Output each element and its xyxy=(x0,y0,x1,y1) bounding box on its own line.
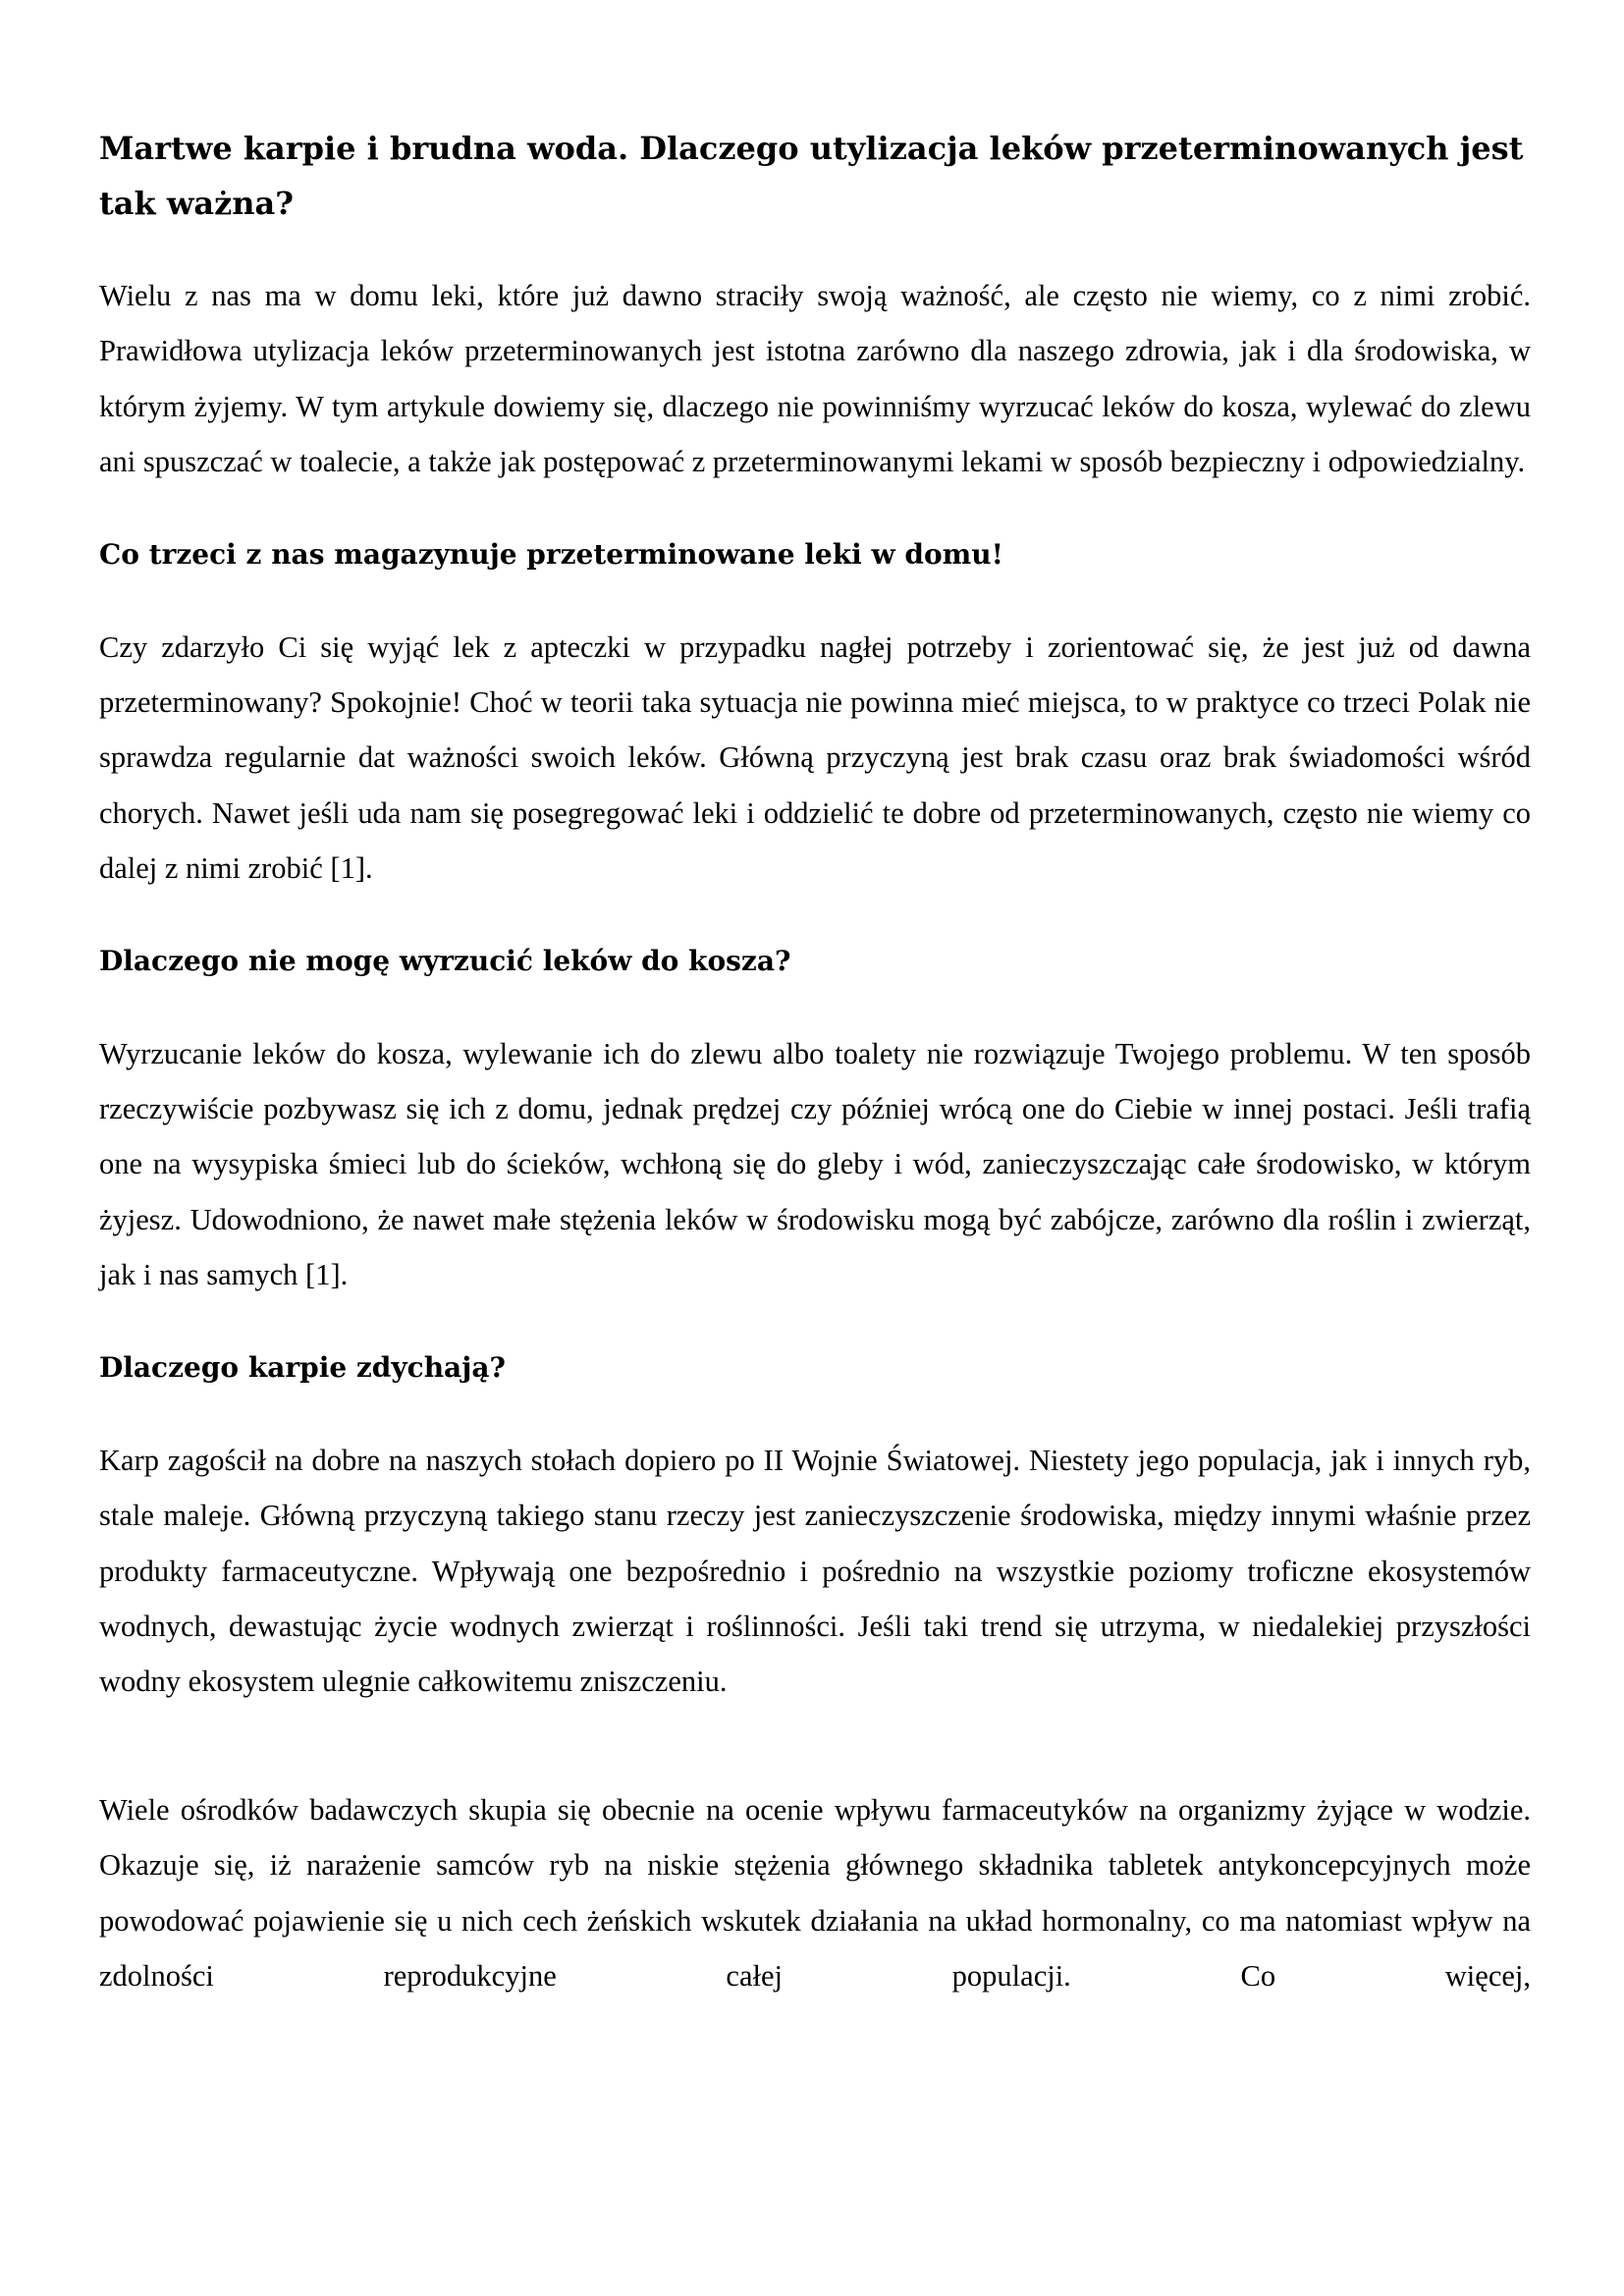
section-2-paragraph-1: Wyrzucanie leków do kosza, wylewanie ich do zlewu albo toalety nie rozwiązuje Twojego problemu. W ten sposób rzeczywiście pozbywasz się ich z domu, jednak prędzej czy później wrócą one do Ciebie w innej postaci. Jeśli trafią one na wysypiska śmieci lub do ścieków, wchłoną się do gleby i wód, zanieczyszczając całe środowisko, w którym żyjesz. Udowodniono, że nawet małe stężenia leków w środowisku mogą być zabójcze, zarówno dla roślin i zwierząt, jak i nas samych [1]. xyxy=(99,1036,1531,1292)
article-title: Martwe karpie i brudna woda. Dlaczego utylizacja leków przeterminowanych jest tak ważna? xyxy=(99,130,1524,222)
section-heading-3: Dlaczego karpie zdychają? xyxy=(99,1350,506,1384)
section-1-paragraph-1: Czy zdarzyło Ci się wyjąć lek z apteczki w przypadku nagłej potrzeby i zorientować się, że jest już od dawna przeterminowany? Spokojnie! Choć w teorii taka sytuacja nie powinna mieć miejsca, to w praktyce co trzeci Polak nie sprawdza regularnie dat ważności swoich leków. Główną przyczyną jest brak czasu oraz brak świadomości wśród chorych. Nawet jeśli uda nam się posegregować leki i oddzielić te dobre od przeterminowanych, często nie wiemy co dalej z nimi zrobić [1]. xyxy=(99,629,1531,886)
section-3-paragraph-2: Wiele ośrodków badawczych skupia się obecnie na ocenie wpływu farmaceutyków na organizmy żyjące w wodzie. Okazuje się, iż narażenie samców ryb na niskie stężenia głównego składnika tabletek antykoncepcyjnych może powodować pojawienie się u nich cech żeńskich wskutek działania na układ hormonalny, co ma natomiast wpływ na zdolności reprodukcyjne całej populacji. Co więcej, xyxy=(99,1792,1531,1993)
section-heading-2: Dlaczego nie mogę wyrzucić leków do kosza? xyxy=(99,944,791,977)
section-heading-1: Co trzeci z nas magazynuje przeterminowane leki w domu! xyxy=(99,537,1003,571)
paragraph-spacer xyxy=(99,1747,1531,1782)
intro-paragraph: Wielu z nas ma w domu leki, które już dawno straciły swoją ważność, ale często nie wiemy, co z nimi zrobić. Prawidłowa utylizacja leków przeterminowanych jest istotna zarówno dla naszego zdrowia, jak i dla środowiska, w którym żyjemy. W tym artykule dowiemy się, dlaczego nie powinniśmy wyrzucać leków do kosza, wylewać do zlewu ani spuszczać w toalecie, a także jak postępować z przeterminowanymi lekami w sposób bezpieczny i odpowiedzialny. xyxy=(99,279,1531,479)
section-3-paragraph-1: Karp zagościł na dobre na naszych stołach dopiero po II Wojnie Światowej. Niestety jego populacja, jak i innych ryb, stale maleje. Główną przyczyną takiego stanu rzeczy jest zanieczyszczenie środowiska, między innymi właśnie przez produkty farmaceutyczne. Wpływają one bezpośrednio i pośrednio na wszystkie poziomy troficzne ekosystemów wodnych, dewastując życie wodnych zwierząt i roślinności. Jeśli taki trend się utrzyma, w niedalekiej przyszłości wodny ekosystem ulegnie całkowitemu zniszczeniu. xyxy=(99,1443,1531,1699)
